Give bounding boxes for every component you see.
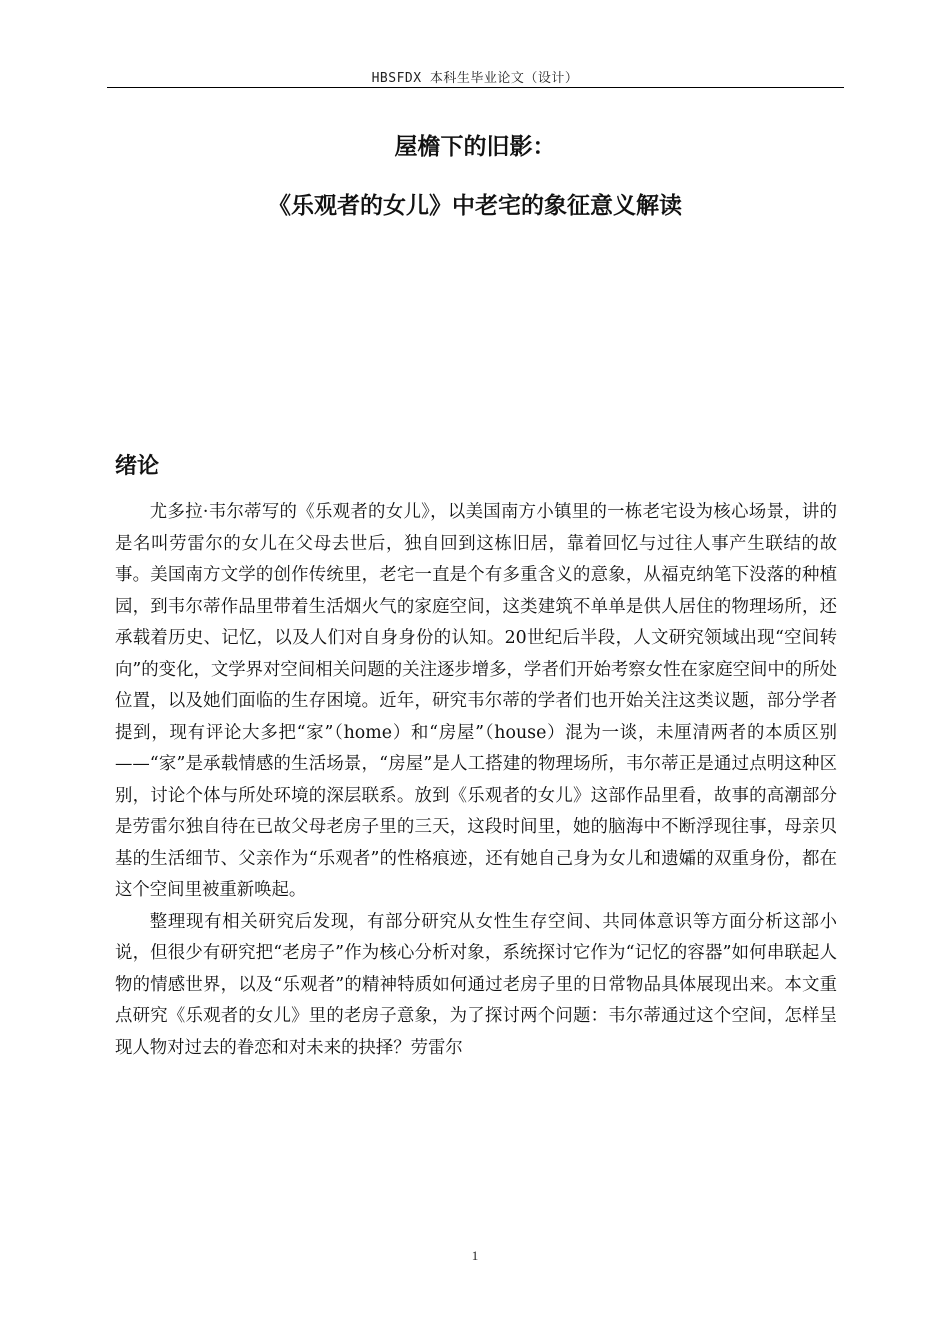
body-paragraph-1: 尤多拉·韦尔蒂写的《乐观者的女儿》，以美国南方小镇里的一栋老宅设为核心场景，讲的是名叫劳雷尔的女儿在父母去世后，独自回到这栋旧居，靠着回忆与过往人事产生联结的故事。美国南方文学的创作传统里，老宅一直是个有多重含义的意象，从福克纳笔下没落的种植园，到韦尔蒂作品里带着生活烟火气的家庭空间，这类建筑不单单是供人居住的物理场所，还承载着历史、记忆，以及人们对自身身份的认知。20世纪后半段，人文研究领域出现“空间转向”的变化，文学界对空间相关问题的关注逐步增多，学者们开始考察女性在家庭空间中的所处位置，以及她们面临的生存困境。近年，研究韦尔蒂的学者们也开始关注这类议题，部分学者提到，现有评论大多把“家”（home）和“房屋”（house）混为一谈，未厘清两者的本质区别——“家”是承载情感的生活场景，“房屋”是人工搭建的物理场所，韦尔蒂正是通过点明这种区别，讨论个体与所处环境的深层联系。放到《乐观者的女儿》这部作品里看，故事的高潮部分是劳雷尔独自待在已故父母老房子里的三天，这段时间里，她的脑海中不断浮现往事，母亲贝基的生活细节、父亲作为“乐观者”的性格痕迹，还有她自己身为女儿和遗孀的双重身份，都在这个空间里被重新唤起。 [115,502,837,900]
introduction-body [115,497,837,1064]
thesis-title-line-1: 屋檐下的旧影： [394,134,556,160]
running-header: HBSFDX 本科生毕业论文（设计） [371,71,579,86]
header-divider [107,87,844,88]
body-paragraph-2: 整理现有相关研究后发现，有部分研究从女性生存空间、共同体意识等方面分析这部小说，但很少有研究把“老房子”作为核心分析对象，系统探讨它作为“记忆的容器”如何串联起人物的情感世界，以及“乐观者”的精神特质如何通过老房子里的日常物品具体展现出来。本文重点研究《乐观者的女儿》里的老房子意象，为了探讨两个问题：韦尔蒂通过这个空间，怎样呈现人物对过去的眷恋和对未来的抉择？劳雷尔 [115,911,837,1058]
page-number: 1 [471,1248,479,1263]
section-heading-introduction: 绪论 [115,454,160,479]
thesis-title-line-2: 《乐观者的女儿》中老宅的象征意义解读 [268,193,682,219]
